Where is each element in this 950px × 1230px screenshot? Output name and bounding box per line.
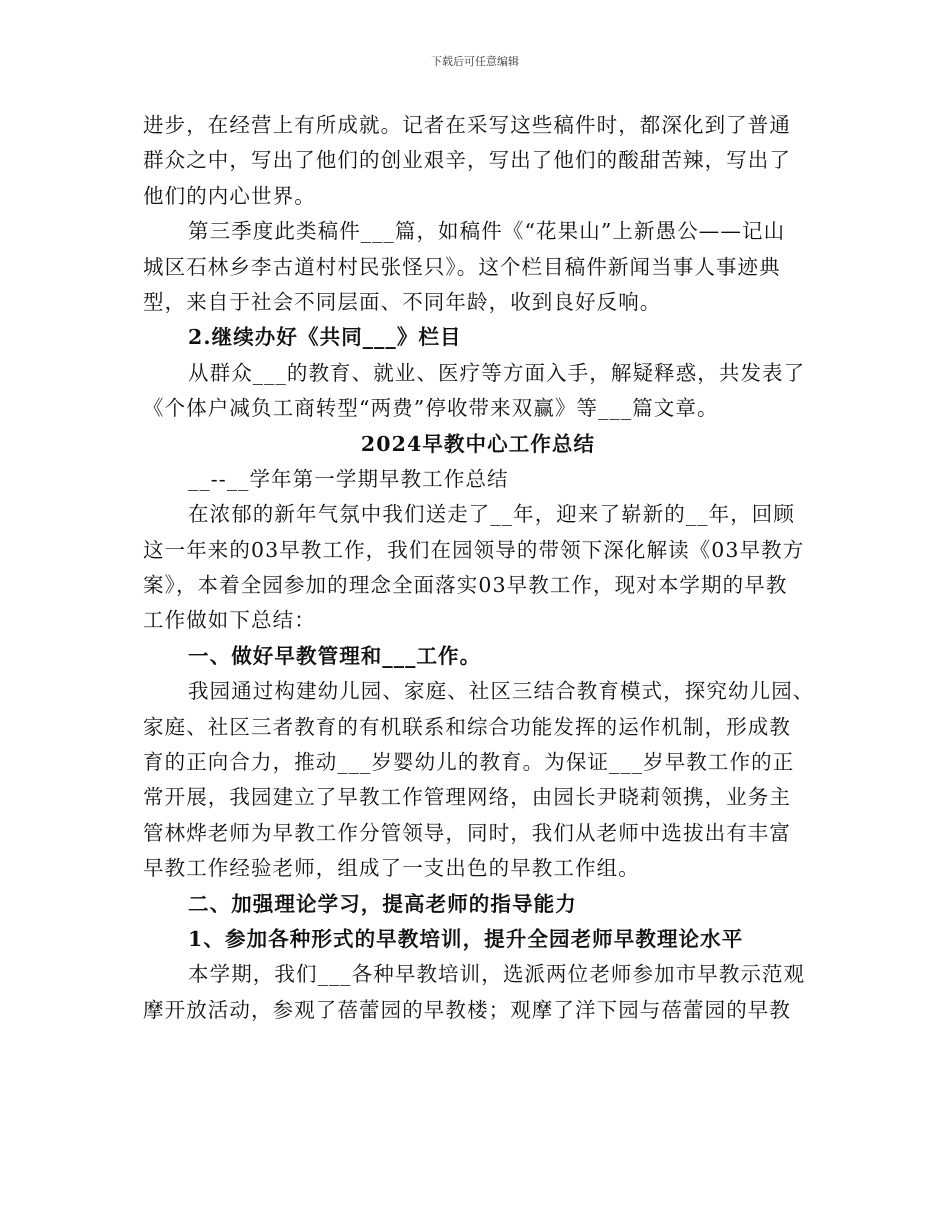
document-body [143, 108, 813, 1028]
section-heading: 二、加强理论学习，提高老师的指导能力 [188, 891, 577, 916]
document-title: 2024早教中心工作总结 [360, 431, 596, 456]
text-line: 进步，在经营上有所成就。记者在采写这些稿件时，都深化到了普通 [143, 113, 791, 137]
text-line: 我园通过构建幼儿园、家庭、社区三结合教育模式，探究幼儿园、 [188, 679, 815, 704]
subsection-heading: 1、参加各种形式的早教培训，提升全园老师早教理论水平 [188, 926, 744, 951]
text-line: 育的正向合力，推动___岁婴幼儿的教育。为保证___岁早教工作的正 [143, 750, 795, 775]
document-subtitle: __--__学年第一学期早教工作总结 [188, 466, 509, 491]
text-line: 本学期，我们___各种早教培训，选派两位老师参加市早教示范观 [188, 962, 806, 987]
text-line: 在浓郁的新年气氛中我们送走了__年，迎来了崭新的__年，回顾 [188, 502, 795, 527]
text-line: 型，来自于社会不同层面、不同年龄，收到良好反响。 [143, 289, 662, 314]
text-line: 家庭、社区三者教育的有机联系和综合功能发挥的运作机制，形成教 [143, 714, 791, 739]
text-line: 早教工作经验老师，组成了一支出色的早教工作组。 [143, 856, 640, 881]
text-line: 城区石林乡李古道村村民张怪只》。这个栏目稿件新闻当事人事迹典 [143, 254, 781, 279]
text-line: 群众之中，写出了他们的创业艰辛，写出了他们的酸甜苦辣，写出了 [143, 148, 791, 173]
text-line: 常开展，我园建立了早教工作管理网络，由园长尹晓莉领携，业务主 [143, 785, 791, 810]
text-line: 工作做如下总结： [143, 608, 316, 633]
text-line: 这一年来的03早教工作，我们在园领导的带领下深化解读《03早教方 [143, 537, 805, 562]
text-line: 案》，本着全园参加的理念全面落实03早教工作，现对本学期的早教 [143, 573, 788, 598]
section-heading: 2.继续办好《共同___》栏目 [188, 325, 462, 350]
text-line: 第三季度此类稿件___篇，如稿件《“花果山”上新愚公——记山 [188, 219, 786, 244]
page-header-note: 下载后可任意编辑 [431, 55, 519, 68]
section-heading: 一、做好早教管理和___工作。 [188, 643, 482, 668]
text-line: 摩开放活动，参观了蓓蕾园的早教楼；观摩了洋下园与蓓蕾园的早教 [143, 997, 791, 1022]
text-line: 管林烨老师为早教工作分管领导，同时，我们从老师中选拔出有丰富 [143, 820, 791, 845]
text-line: 从群众___的教育、就业、医疗等方面入手，解疑释惑，共发表了 [188, 360, 806, 385]
text-line: 他们的内心世界。 [143, 183, 316, 208]
text-line: 《个体户减负工商转型“两费”停收带来双赢》等___篇文章。 [143, 396, 719, 421]
